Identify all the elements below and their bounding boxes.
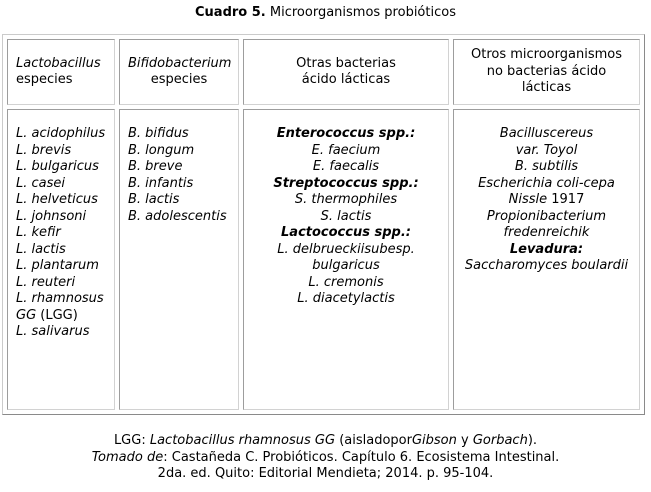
text-line — [16, 291, 106, 308]
text-segment: L. kefir — [16, 225, 61, 240]
text-line — [0, 433, 651, 450]
probiotics-table — [2, 34, 645, 415]
text-segment: Levadura: — [509, 241, 584, 257]
text-segment: Bacilluscereus — [499, 126, 594, 141]
text-line — [16, 209, 106, 226]
text-line — [252, 209, 440, 226]
text-segment: L. delbrueckiisubesp. — [277, 241, 415, 257]
text-line — [128, 143, 230, 160]
text-segment: : Castañeda C. Probióticos. Capítulo 6. Ecosistema Intestinal. — [163, 449, 560, 465]
text-line — [252, 126, 440, 143]
text-segment: y — [456, 433, 473, 448]
text-line — [462, 225, 631, 242]
text-line — [252, 56, 440, 73]
text-line — [0, 450, 651, 467]
text-segment: Saccharomyces boulardii — [464, 258, 629, 273]
text-line — [16, 192, 106, 209]
body-row — [7, 109, 640, 410]
text-segment: L. cremonis — [308, 274, 384, 290]
text-segment: L. reuteri — [16, 274, 76, 290]
text-line — [16, 225, 106, 242]
text-segment: var. Toyol — [515, 142, 578, 158]
text-segment: ácido lácticas — [301, 72, 391, 87]
text-segment: B. longum — [128, 142, 195, 158]
text-segment: L. helveticus — [16, 192, 98, 207]
text-segment: L. bulgaricus — [16, 159, 99, 174]
text-segment: E. faecium — [311, 142, 381, 158]
text-segment: B. breve — [128, 159, 183, 174]
header-row — [7, 39, 640, 105]
text-line — [16, 159, 106, 176]
text-line — [462, 209, 631, 226]
text-line — [16, 143, 106, 160]
header-otras-bacterias-acido-lacticas — [243, 39, 449, 105]
text-line — [252, 258, 440, 275]
text-line — [128, 192, 230, 209]
text-segment: 1917 — [551, 192, 585, 207]
text-segment: L. rhamnosus — [16, 291, 104, 306]
text-segment: especies — [150, 72, 208, 87]
text-line — [252, 225, 440, 242]
text-line — [128, 56, 230, 73]
text-segment: B. infantis — [128, 175, 194, 191]
cell-lactobacillus-species-list — [7, 109, 115, 410]
text-line — [252, 72, 440, 89]
text-segment: L. acidophilus — [16, 126, 106, 141]
text-line — [128, 159, 230, 176]
text-line — [252, 242, 440, 259]
header-otros-microorganismos — [453, 39, 640, 105]
text-segment: Streptococcus spp.: — [273, 175, 419, 191]
text-line — [16, 324, 106, 341]
text-segment: Microorganismos probióticos — [265, 5, 456, 20]
text-segment: (LGG) — [40, 307, 78, 323]
text-segment: B. subtilis — [514, 159, 579, 174]
text-line — [462, 64, 631, 81]
cell-otros-microorganismos-list — [453, 109, 640, 410]
text-segment: B. adolescentis — [128, 208, 227, 224]
text-segment: ). — [527, 433, 538, 448]
text-segment: Nissle — [508, 192, 552, 207]
text-line — [252, 176, 440, 193]
text-line — [16, 258, 106, 275]
text-segment: Lactobacillus — [16, 55, 101, 71]
text-segment: Lactococcus spp.: — [281, 225, 411, 240]
text-line — [16, 242, 106, 259]
text-line — [462, 47, 631, 64]
text-line — [16, 308, 106, 325]
text-line — [462, 143, 631, 160]
text-line — [16, 275, 106, 292]
text-line — [462, 159, 631, 176]
table-footnote — [0, 433, 651, 483]
text-line — [0, 466, 651, 483]
text-segment: S. thermophiles — [294, 192, 398, 207]
text-segment: Gibson — [411, 433, 457, 448]
text-line — [252, 275, 440, 292]
text-line — [128, 126, 230, 143]
header-bifidobacterium-especies — [119, 39, 239, 105]
text-segment: L. johnsoni — [16, 208, 87, 224]
text-line — [252, 159, 440, 176]
text-segment: GG — [16, 307, 41, 323]
text-segment: B. lactis — [128, 192, 180, 207]
text-segment: LGG: — [113, 433, 150, 448]
text-segment: especies — [16, 72, 73, 87]
text-segment: bulgaricus — [312, 258, 380, 273]
text-segment: L. brevis — [16, 142, 72, 158]
text-line — [462, 192, 631, 209]
text-line — [462, 126, 631, 143]
text-segment: E. faecalis — [312, 159, 380, 174]
table-caption — [0, 4, 651, 22]
text-segment: Escherichia coli-cepa — [478, 175, 615, 191]
text-line — [128, 209, 230, 226]
text-line — [462, 176, 631, 193]
text-segment: Gorbach — [472, 433, 528, 448]
text-line — [462, 242, 631, 259]
document-page — [0, 4, 651, 483]
text-segment: L. plantarum — [16, 258, 99, 273]
text-segment: 2da. ed. Quito: Editorial Mendieta; 2014. p. 95-104. — [157, 466, 494, 481]
text-line — [16, 176, 106, 193]
text-segment: Tomado de — [91, 449, 164, 465]
text-segment: S. lactis — [320, 208, 372, 224]
text-segment: Bifidobacterium — [128, 55, 232, 71]
text-segment: L. casei — [16, 175, 66, 191]
text-segment: L. salivarus — [16, 324, 90, 339]
cell-bifidobacterium-species-list — [119, 109, 239, 410]
text-line — [462, 258, 631, 275]
text-segment: Cuadro 5. — [195, 5, 266, 20]
text-segment: Lactobacillus rhamnosus GG — [149, 433, 336, 448]
text-segment: L. diacetylactis — [297, 291, 395, 306]
header-lactobacillus-especies — [7, 39, 115, 105]
text-line — [252, 143, 440, 160]
text-line — [16, 56, 106, 73]
text-line — [0, 4, 651, 22]
text-line — [128, 176, 230, 193]
text-segment: B. bifidus — [128, 126, 189, 141]
text-segment: Propionibacterium — [486, 208, 607, 224]
text-line — [252, 291, 440, 308]
text-segment: (aisladopor — [335, 433, 412, 448]
text-line — [16, 126, 106, 143]
text-segment: Otros microorganismos — [471, 47, 622, 63]
text-line — [462, 80, 631, 97]
text-line — [252, 192, 440, 209]
text-segment: fredenreichik — [503, 225, 590, 240]
text-segment: Enterococcus spp.: — [276, 126, 416, 141]
cell-otras-bacterias-list — [243, 109, 449, 410]
text-line — [16, 72, 106, 89]
text-segment: no bacterias ácido — [486, 63, 607, 79]
text-line — [128, 72, 230, 89]
text-segment: L. lactis — [16, 241, 66, 257]
text-segment: lácticas — [521, 80, 572, 96]
text-segment: Otras bacterias — [296, 55, 396, 71]
